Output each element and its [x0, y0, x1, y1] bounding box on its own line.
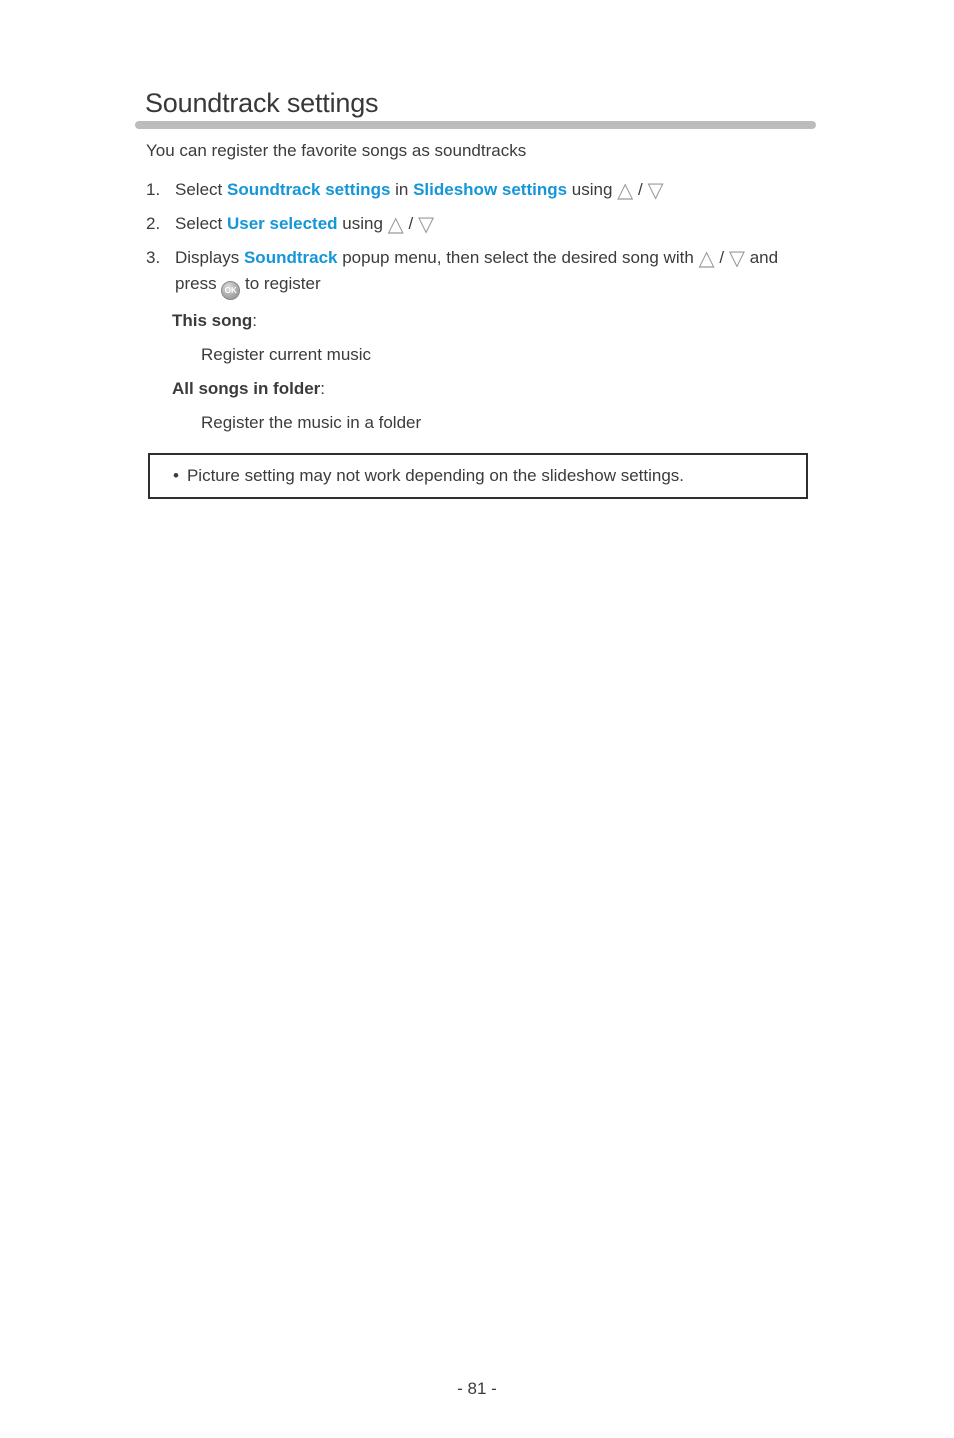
step-list — [146, 177, 954, 300]
step-text-segment: popup menu, then select the desired song with — [337, 248, 699, 267]
title-underline — [135, 121, 816, 129]
up-triangle-icon: △ — [698, 246, 715, 270]
definition-desc: Register current music — [201, 345, 372, 364]
step-text-segment: to register — [240, 274, 321, 293]
step-text — [175, 177, 664, 203]
step-item-3 — [146, 245, 954, 300]
definition-desc: Register the music in a folder — [201, 413, 422, 432]
manual-page — [0, 88, 954, 1438]
link-soundtrack-settings[interactable]: Soundtrack settings — [226, 180, 391, 199]
up-triangle-icon: △ — [387, 212, 404, 236]
step-text-segment: using — [567, 180, 618, 199]
slash-separator: / — [403, 214, 418, 233]
step-text-segment: and press — [175, 248, 779, 293]
up-triangle-icon: △ — [617, 178, 634, 202]
step-number: 1. — [146, 180, 161, 199]
definition-term — [172, 376, 954, 402]
intro-text: You can register the favorite songs as soundtracks — [146, 141, 527, 160]
step-text-segment: Displays — [175, 248, 244, 267]
definition-list — [172, 308, 954, 436]
definition-term-colon: : — [252, 311, 258, 330]
note-text: Picture setting may not work depending on the slideshow settings. — [186, 466, 685, 485]
page-number: - 81 - — [457, 1379, 497, 1398]
down-triangle-icon: ▽ — [728, 246, 745, 270]
step-number: 3. — [146, 248, 161, 267]
bullet-icon: • — [173, 466, 179, 485]
definition-term-label: All songs in folder — [172, 379, 321, 398]
definition-term-colon: : — [320, 379, 326, 398]
page-title: Soundtrack settings — [145, 88, 379, 118]
step-item-2 — [146, 211, 954, 237]
link-user-selected[interactable]: User selected — [226, 214, 338, 233]
step-text-segment: Select — [175, 214, 227, 233]
definition-term — [172, 308, 954, 334]
link-soundtrack[interactable]: Soundtrack — [243, 248, 338, 267]
down-triangle-icon: ▽ — [647, 178, 664, 202]
slash-separator: / — [714, 248, 729, 267]
step-text-segment: Select — [175, 180, 227, 199]
step-number: 2. — [146, 214, 161, 233]
note-box — [148, 453, 808, 499]
definition-term-label: This song — [172, 311, 253, 330]
ok-button-icon: OK — [221, 281, 240, 300]
slash-separator: / — [633, 180, 648, 199]
link-slideshow-settings[interactable]: Slideshow settings — [413, 180, 568, 199]
step-text-segment: in — [390, 180, 414, 199]
step-text-segment: using — [337, 214, 388, 233]
step-text — [175, 211, 434, 237]
down-triangle-icon: ▽ — [417, 212, 435, 236]
step-text — [175, 245, 807, 300]
step-item-1 — [146, 177, 954, 203]
